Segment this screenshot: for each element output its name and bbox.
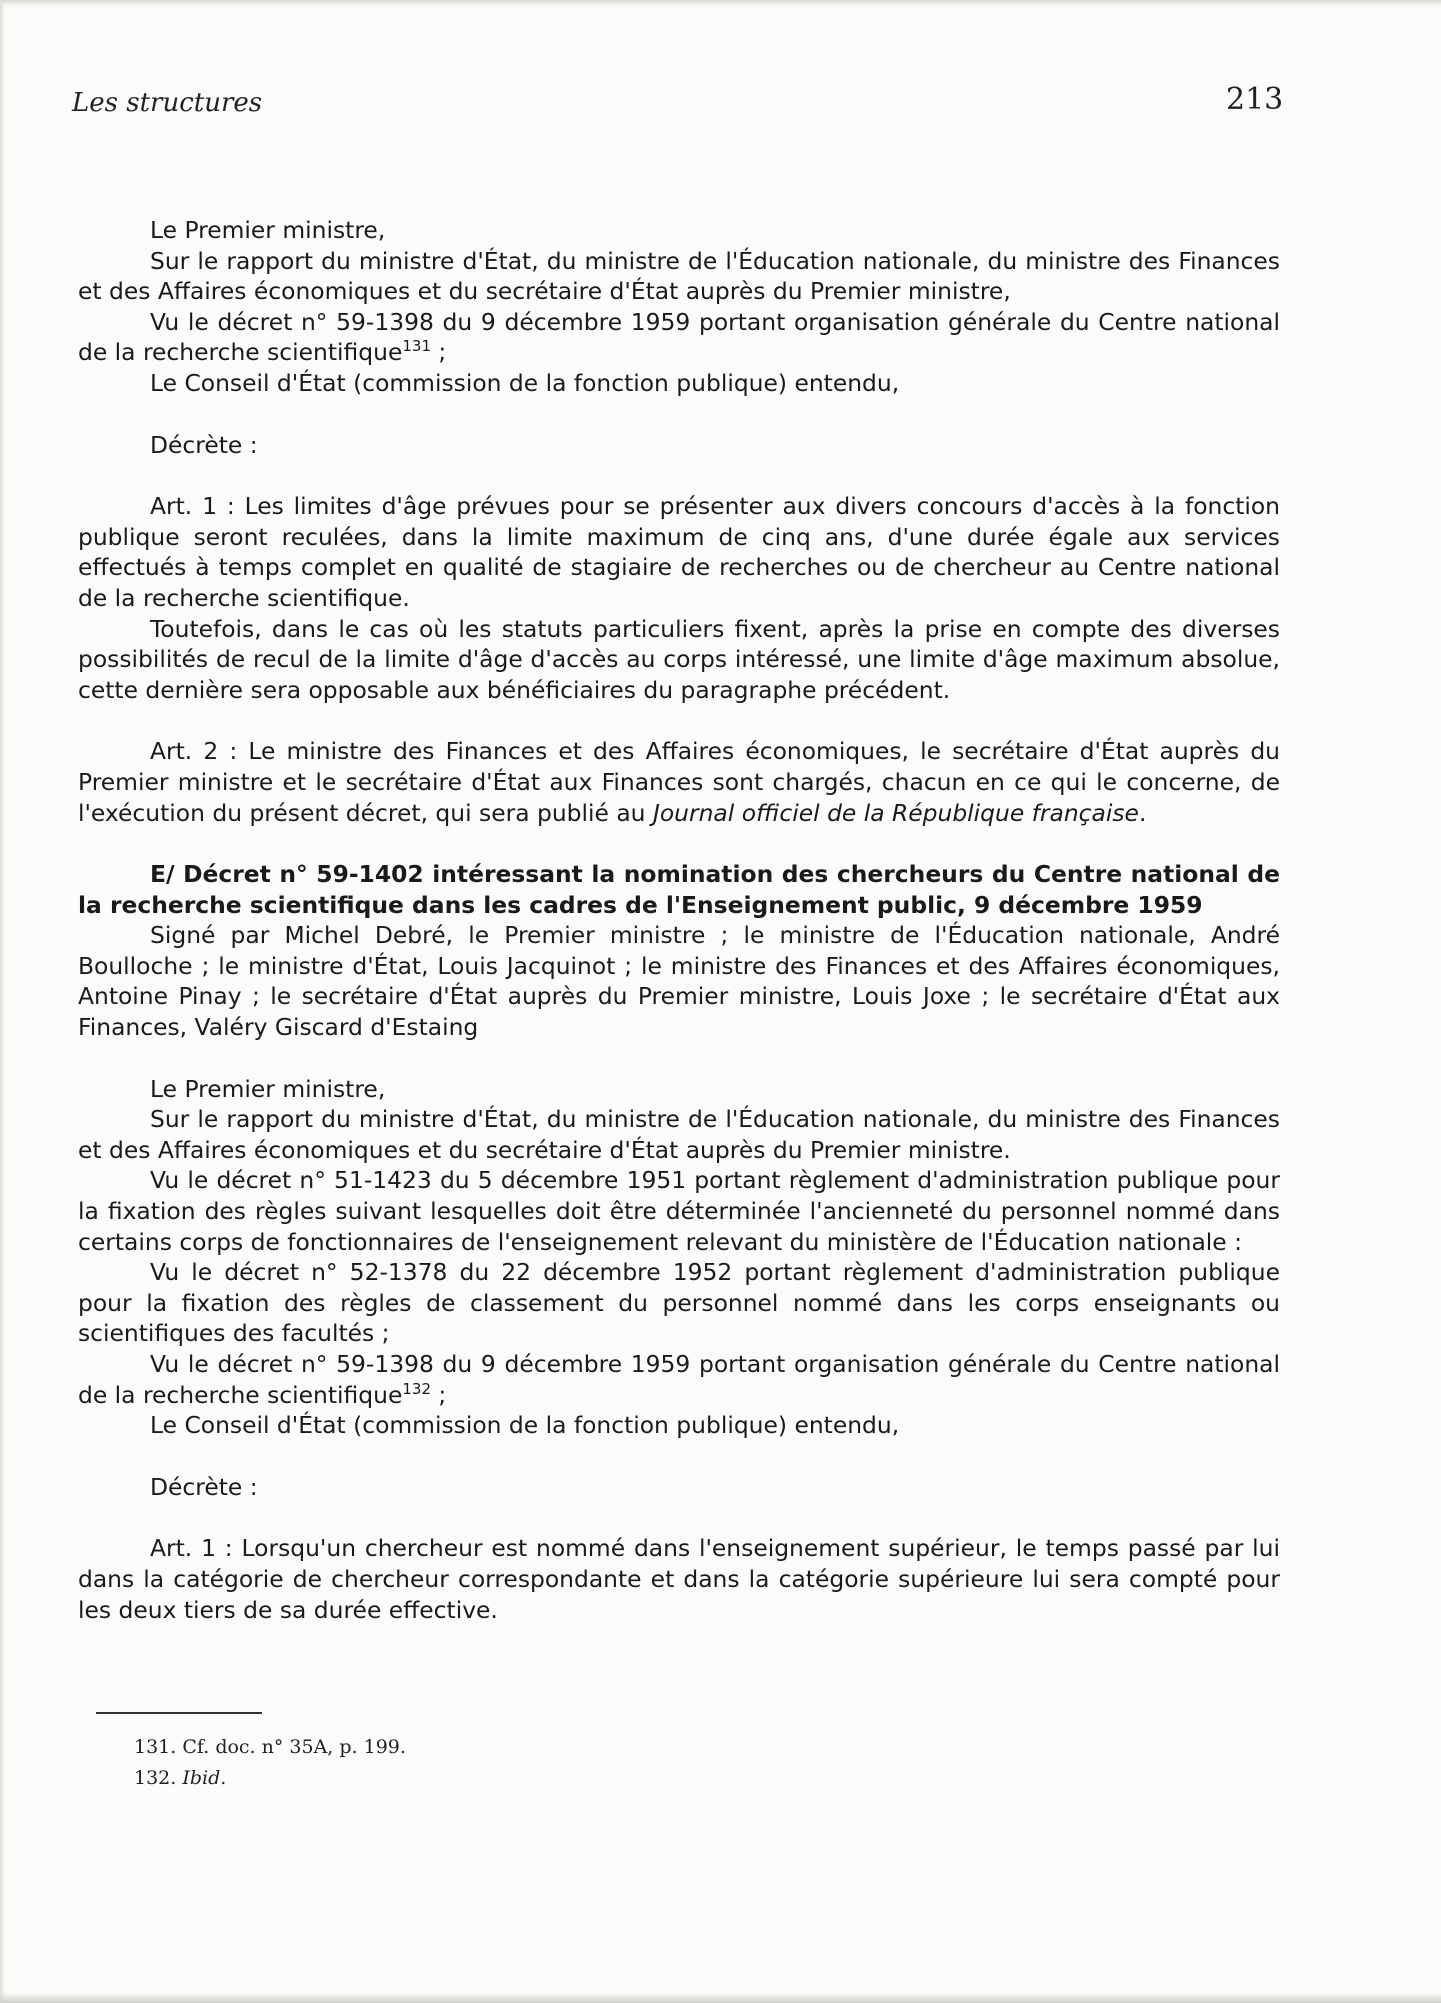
premier-ministre-line-2: Le Premier ministre, <box>150 1074 386 1103</box>
section-e-heading: E/ Décret n° 59-1402 intéressant la nomination des chercheurs du Centre national de la recherche scientifique dans les cadres de l'Enseignement public, 9 décembre 1959 <box>78 860 1280 919</box>
running-title: Les structures <box>72 88 263 118</box>
premier-ministre-line: Le Premier ministre, <box>150 216 386 244</box>
toutefois-paragraph: Toutefois, dans le cas où les statuts particuliers fixent, après la prise en compte des diverses possibilités de recul de la limite d'âge d'accès au corps intéressé, une limite d'âge maximum absolue, cette dernière sera opposable aux bénéficiaires du paragraphe précédent. <box>78 614 1280 704</box>
decrete-heading-2: Décrète : <box>150 1472 258 1501</box>
vu-decret-1959-end: ; <box>431 1380 447 1409</box>
page-number: 213 <box>1226 82 1284 117</box>
article-1-section-e: Art. 1 : Lorsqu'un chercheur est nommé dans l'enseignement supérieur, le temps passé par lui dans la catégorie de chercheur correspondante et dans la catégorie supérieure lui sera compté pour les deux tiers de sa durée effective. <box>78 1534 1280 1624</box>
vu-decret-1959 <box>78 1349 1280 1410</box>
decrete-heading: Décrète : <box>150 430 258 459</box>
footnote-separator <box>96 1712 262 1714</box>
footnotes <box>134 1732 406 1794</box>
vu-decret-text: Vu le décret n° 59-1398 du 9 décembre 1959 portant organisation générale du Centre national de la recherche scientifique <box>78 307 1280 367</box>
journal-officiel-title: Journal officiel de la République française <box>652 798 1139 827</box>
vu-decret-1959-text: Vu le décret n° 59-1398 du 9 décembre 1959 portant organisation générale du Centre national de la recherche scientifique <box>78 1350 1280 1409</box>
vu-decret-end: ; <box>431 338 447 367</box>
page-bottom-edge <box>0 1993 1441 2003</box>
article-1: Art. 1 : Les limites d'âge prévues pour se présenter aux divers concours d'accès à la fonction publique seront reculées, dans la limite maximum de cinq ans, d'une durée égale aux services effectués à temps complet en qualité de stagiaire de recherches ou de chercheur au Centre national de la recherche scientifique. <box>78 492 1280 612</box>
footnote-ref-131: 131 <box>402 337 431 356</box>
vu-decret-1951: Vu le décret n° 51-1423 du 5 décembre 1951 portant règlement d'administration publique pour la fixation des règles suivant lesquelles doit être déterminée l'ancienneté du personnel nommé dans certains corps de fonctionnaires de l'enseignement relevant du ministère de l'Éducation nationale : <box>78 1166 1280 1256</box>
page-body <box>78 215 1280 1625</box>
footnote-131: 131. Cf. doc. n° 35A, p. 199. <box>134 1736 406 1758</box>
article-2 <box>78 736 1280 828</box>
footnote-ref-132: 132 <box>402 1379 431 1398</box>
footnote-132-number: 132. <box>134 1767 183 1789</box>
rapport-paragraph: Sur le rapport du ministre d'État, du ministre de l'Éducation nationale, du ministre des Finances et des Affaires économiques et du secrétaire d'État auprès du Premier ministre, <box>78 246 1280 306</box>
vu-decret-paragraph <box>78 307 1280 368</box>
conseil-etat-line-2: Le Conseil d'État (commission de la fonction publique) entendu, <box>150 1411 900 1440</box>
conseil-etat-line: Le Conseil d'État (commission de la fonction publique) entendu, <box>150 368 900 397</box>
page-top-edge <box>0 0 1441 6</box>
signatories-paragraph: Signé par Michel Debré, le Premier ministre ; le ministre de l'Éducation nationale, André Boulloche ; le ministre d'État, Louis Jacquinot ; le ministre des Finances et des Affaires économiques, Antoine Pinay ; le secrétaire d'État auprès du Premier ministre, Louis Joxe ; le secrétaire d'État aux Finances, Valéry Giscard d'Estaing <box>78 921 1280 1042</box>
footnote-132-text: Ibid. <box>182 1767 227 1789</box>
rapport-paragraph-2: Sur le rapport du ministre d'État, du ministre de l'Éducation nationale, du ministre des Finances et des Affaires économiques et du secrétaire d'État auprès du Premier ministre. <box>78 1105 1280 1164</box>
article-2-end: . <box>1138 798 1147 827</box>
footnote-132 <box>134 1763 406 1794</box>
article-2-text: Art. 2 : Le ministre des Finances et des Affaires économiques, le secrétaire d'État auprès du Premier ministre et le secrétaire d'État aux Finances sont chargés, chacun en ce qui le concerne, de l'exécution du présent décret, qui sera publié au <box>78 737 1280 827</box>
page-left-edge <box>0 0 5 2003</box>
vu-decret-1952: Vu le décret n° 52-1378 du 22 décembre 1952 portant règlement d'administration publique pour la fixation des règles de classement du personnel nommé dans les corps enseignants ou scientifiques des facultés ; <box>78 1258 1280 1348</box>
